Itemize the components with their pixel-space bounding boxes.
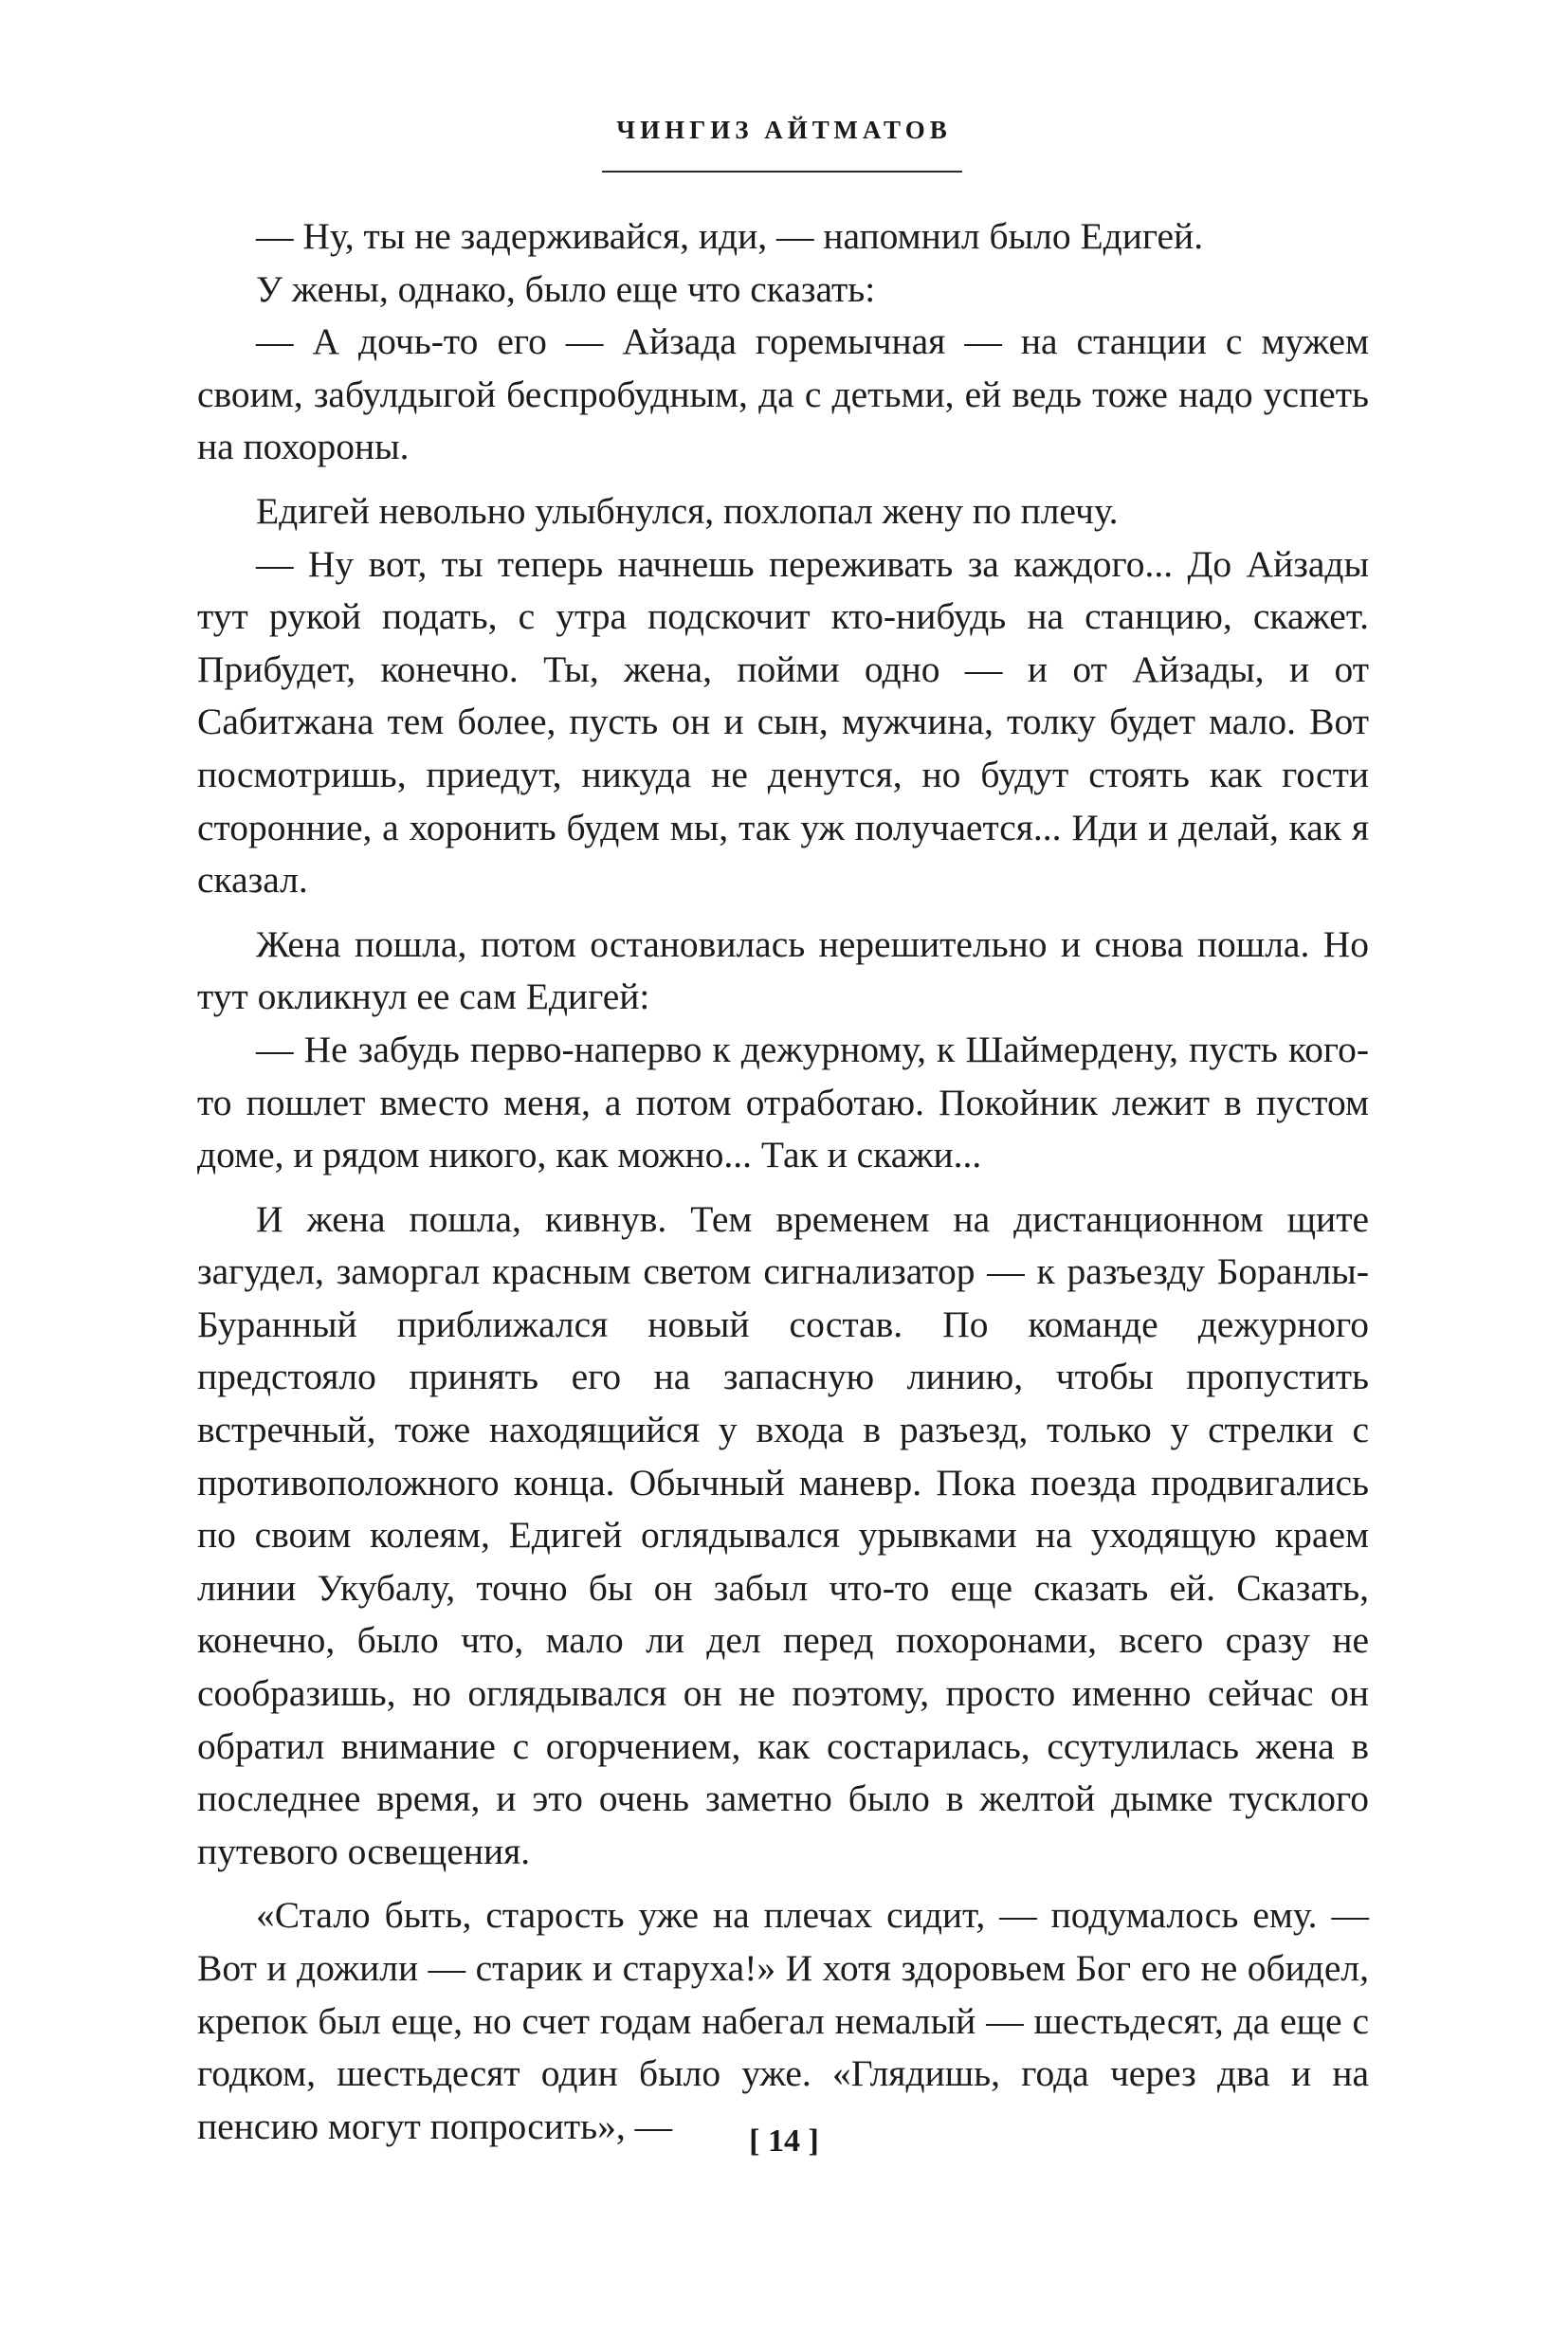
header-rule — [602, 171, 962, 173]
paragraph: — Не забудь перво-наперво к дежурному, к Шаймердену, пусть кого-то пошлет вместо меня, а потом отработаю. Покойник лежит в пустом доме, и рядом никого, как можно... Так и скажи... — [197, 1028, 1369, 1176]
paragraph: — А дочь-то его — Айзада горемычная — на станции с мужем своим, забулдыгой беспробудным, да с детьми, ей ведь тоже надо успеть на похороны. — [197, 320, 1369, 468]
body-text — [197, 210, 1369, 2153]
paragraph: — Ну вот, ты теперь начнешь переживать за каждого... До Айзады тут рукой подать, с утра подскочит кто-нибудь на станцию, скажет. Прибудет, конечно. Ты, жена, пойми одно — и от Айзады, и от Сабитжана тем более, пусть он и сын, мужчина, толку будет мало. Вот посмотришь, приедут, никуда не денутся, но будут стоять как гости сторонние, а хоронить будем мы, так уж получается... Иди и делай, как я сказал. — [197, 542, 1369, 902]
paragraph: — Ну, ты не задерживайся, иди, — напомнил было Едигей. — [256, 215, 1204, 257]
paragraph: Жена пошла, потом остановилась нерешительно и снова пошла. Но тут окликнул ее сам Едигей: — [197, 922, 1369, 1018]
paragraph: Едигей невольно улыбнулся, похлопал жену по плечу. — [256, 489, 1119, 532]
paragraph: У жены, однако, было еще что сказать: — [256, 267, 876, 310]
running-title: ЧИНГИЗ АЙТМАТОВ — [616, 116, 952, 144]
paragraph: «Стало быть, старость уже на плечах сидит, — подумалось ему. — Вот и дожили — старик и старуха!» И хотя здоровьем Бог его не обидел, крепок был еще, но счет годам набегал немалый — шестьдесят, да еще с годком, шестьдесят один было уже. «Глядишь, года через два и на пенсию могут попросить», — — [197, 1894, 1369, 2147]
page-number: [ 14 ] — [749, 2123, 819, 2159]
paragraph: И жена пошла, кивнув. Тем временем на дистанционном щите загудел, заморгал красным светом сигнализатор — к разъезду Боранлы-Буранный приближался новый состав. По команде дежурного предстояло принять его на запасную линию, чтобы пропустить встречный, тоже находящийся у входа в разъезд, только у стрелки с противоположного конца. Обычный маневр. Пока поезда продвигались по своим колеям, Едигей оглядывался урывками на уходящую краем линии Укубалу, точно бы он забыл что-то еще сказать ей. Сказать, конечно, было что, мало ли дел перед похоронами, всего сразу не сообразишь, но оглядывался он не поэтому, просто именно сейчас он обратил внимание с огорчением, как состарилась, ссутулилась жена в последнее время, и это очень заметно было в желтой дымке тусклого путевого освещения. — [197, 1197, 1369, 1872]
